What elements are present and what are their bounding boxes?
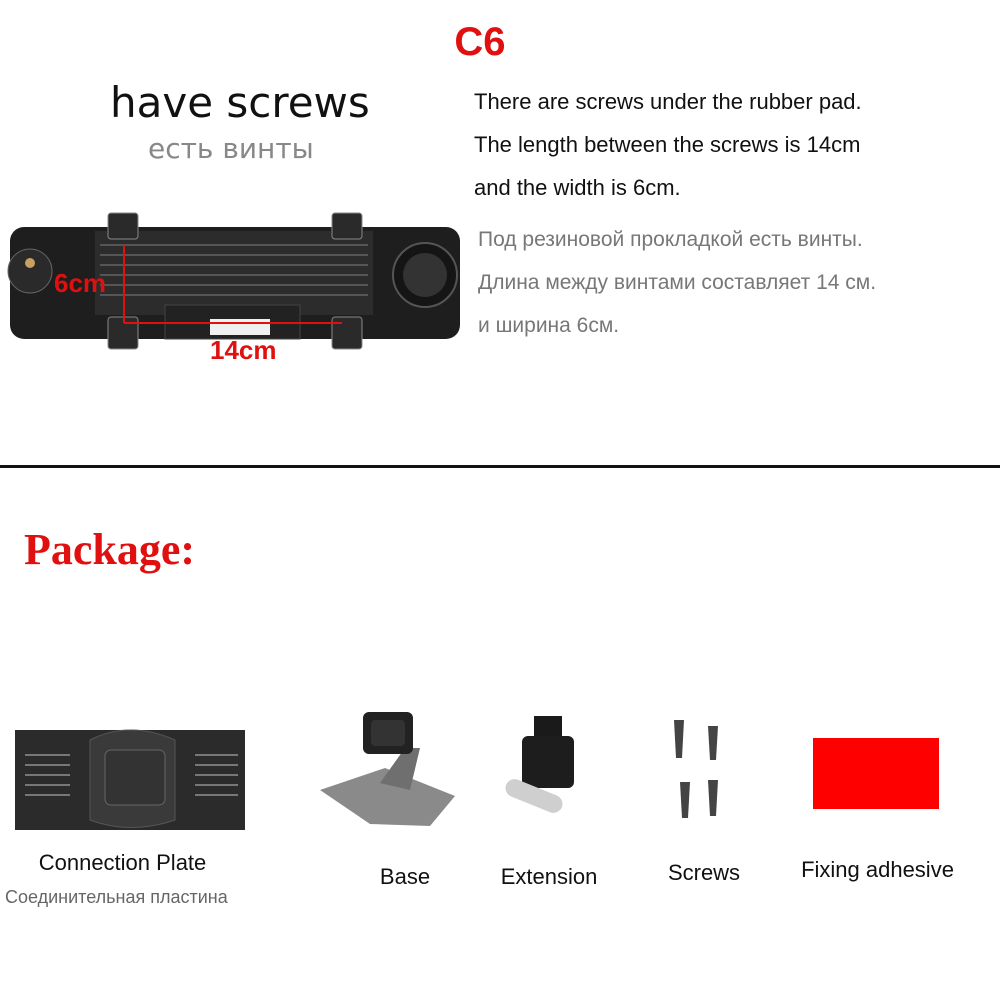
screws-heading-ru: есть винты	[148, 132, 314, 165]
description-ru-line-2: Длина между винтами составляет 14 см.	[478, 271, 877, 294]
screws-label: Screws	[667, 860, 741, 885]
connection-plate-image	[10, 725, 250, 835]
fixing-adhesive-label: Fixing adhesive	[801, 857, 954, 882]
extension-label: Extension	[500, 864, 598, 889]
description-line-3: and the width is 6cm.	[474, 175, 681, 200]
base-image	[315, 708, 460, 830]
screws-heading: have screws	[110, 78, 370, 127]
height-dimension-label: 6cm	[54, 268, 107, 298]
description-ru-line-1: Под резиновой прокладкой есть винты.	[478, 228, 863, 251]
description-line-2: The length between the screws is 14cm	[474, 132, 861, 157]
connection-plate-label-ru: Соединительная пластина	[5, 887, 228, 907]
section-divider	[0, 465, 1000, 468]
screws-image	[664, 718, 729, 823]
model-title: C6	[454, 20, 506, 64]
description-ru-line-3: и ширина 6см.	[478, 314, 620, 337]
base-label: Base	[379, 864, 431, 889]
length-dimension-label: 14cm	[210, 335, 277, 365]
fixing-adhesive-swatch	[813, 738, 939, 809]
description-line-1: There are screws under the rubber pad.	[474, 89, 862, 114]
package-title: Package:	[24, 525, 196, 574]
extension-image	[498, 712, 593, 827]
connection-plate-label: Connection Plate	[38, 850, 207, 875]
